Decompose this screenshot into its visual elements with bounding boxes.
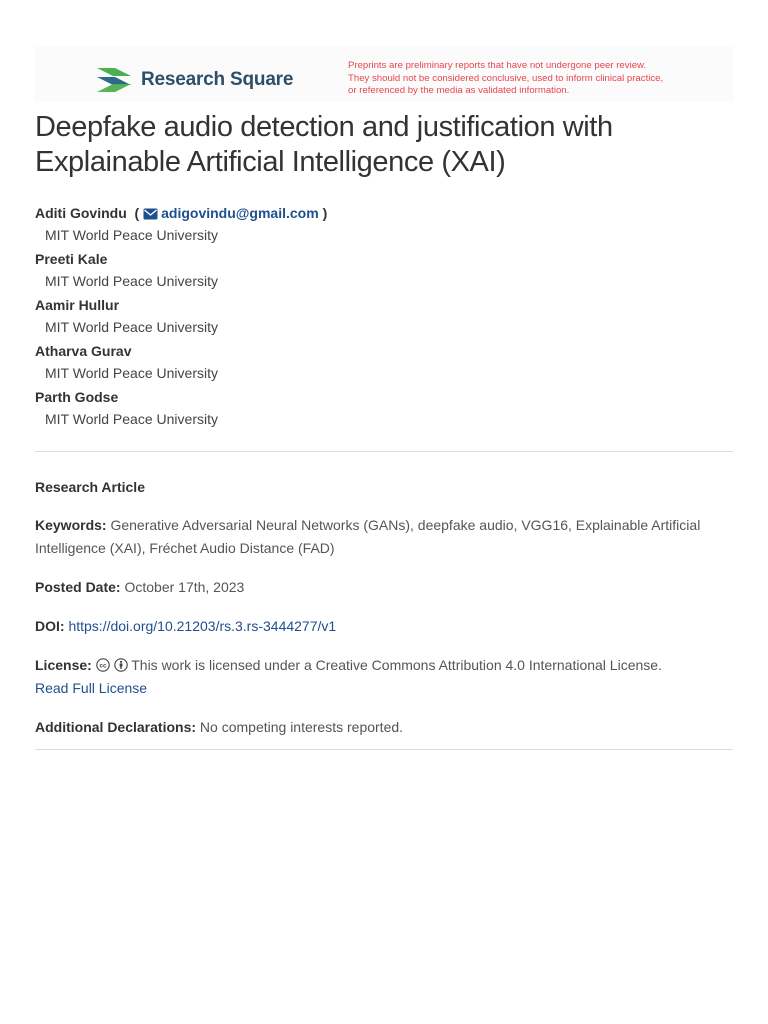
author-affiliation: MIT World Peace University: [45, 227, 218, 243]
attribution-icon: [114, 658, 128, 672]
author-name: Aditi Govindu: [35, 205, 127, 221]
logo-mark-icon: [95, 65, 133, 95]
author-affiliation: MIT World Peace University: [45, 319, 218, 335]
author-email-link[interactable]: [143, 205, 319, 221]
preprint-notice: [348, 60, 718, 98]
keywords: [35, 514, 733, 560]
doi-link[interactable]: https://doi.org/10.21203/rs.3.rs-3444277/v1: [68, 618, 337, 634]
divider: [35, 749, 733, 750]
author-entry: [35, 294, 733, 338]
divider: [35, 451, 733, 452]
author-email: adigovindu@gmail.com: [161, 205, 319, 221]
author-name: Preeti Kale: [35, 251, 108, 267]
author-affiliation: MIT World Peace University: [45, 273, 218, 289]
keywords-value: Generative Adversarial Neural Networks (GANs), deepfake audio, VGG16, Explainable Artificial Intelligence (XAI), Fréchet Audio Distance (FAD): [35, 517, 701, 556]
notice-line: They should not be considered conclusive, used to inform clinical practice,: [348, 72, 664, 84]
doi-label: DOI:: [35, 618, 65, 634]
doi: [35, 615, 733, 638]
paren-open: (: [134, 205, 140, 221]
brand-name: Research Square: [141, 69, 294, 90]
author-name-line: [35, 202, 733, 224]
additional-declarations: [35, 716, 733, 739]
license: [35, 654, 733, 700]
author-name: Parth Godse: [35, 389, 119, 405]
research-square-logo[interactable]: [95, 65, 293, 95]
license-text: This work is licensed under a Creative Commons Attribution 4.0 International License.: [131, 657, 662, 673]
author-name: Aamir Hullur: [35, 297, 120, 313]
author-name: Atharva Gurav: [35, 343, 132, 359]
paren-close: ): [322, 205, 328, 221]
envelope-icon: [143, 208, 158, 220]
author-list: [35, 202, 733, 432]
declarations-value: No competing interests reported.: [199, 719, 404, 735]
posted-date-value: October 17th, 2023: [124, 579, 245, 595]
author-entry: [35, 386, 733, 430]
author-affiliation: MIT World Peace University: [45, 411, 218, 427]
author-entry: [35, 340, 733, 384]
posted-date: [35, 576, 733, 599]
creative-commons-icon: [96, 658, 110, 672]
posted-date-label: Posted Date:: [35, 579, 121, 595]
paper-title: Deepfake audio detection and justification with Explainable Artificial Intelligence (XAI): [35, 111, 613, 178]
article-type-label: Research Article: [35, 479, 145, 495]
read-full-license-link[interactable]: Read Full License: [35, 680, 148, 696]
declarations-label: Additional Declarations:: [35, 719, 197, 735]
header-banner: [35, 46, 733, 102]
keywords-label: Keywords:: [35, 517, 107, 533]
article-type: [35, 476, 733, 499]
author-entry: [35, 202, 733, 246]
author-affiliation: MIT World Peace University: [45, 365, 218, 381]
author-entry: [35, 248, 733, 292]
notice-line: Preprints are preliminary reports that have not undergone peer review.: [348, 60, 647, 71]
license-label: License:: [35, 657, 92, 673]
notice-line: or referenced by the media as validated information.: [348, 85, 570, 97]
svg-text:cc: cc: [99, 662, 107, 670]
